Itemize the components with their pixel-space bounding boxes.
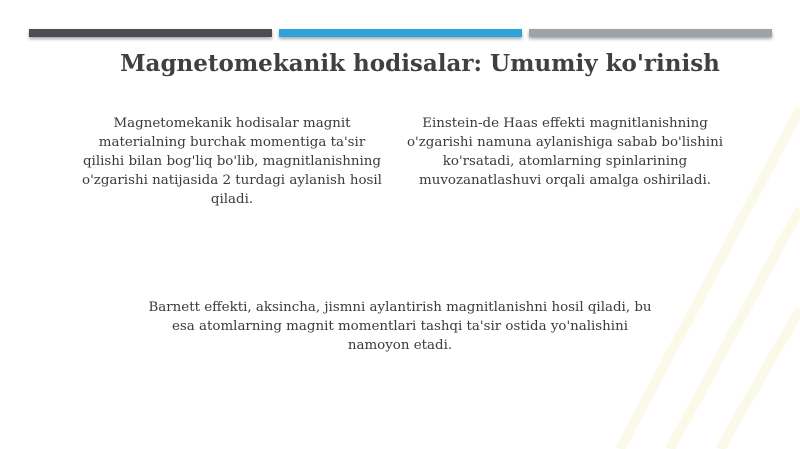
accent-bar-blue (279, 29, 522, 37)
paragraph-left: Magnetomekanik hodisalar magnit materialning burchak momentiga ta'sir qilishi bilan bog'liq bo'lib, magnitlanishning o'zgarishi natijasida 2 turdagi aylanish hosil qiladi. (82, 116, 382, 207)
paragraph-right: Einstein-de Haas effekti magnitlanishning o'zgarishi namuna aylanishiga sabab bo'lishini ko'rsatadi, atomlarning spinlarining muvozanatlashuvi orqali amalga oshiriladi. (407, 116, 723, 188)
accent-bar-gray (529, 29, 772, 37)
slide-title: Magnetomekanik hodisalar: Umumiy ko'rinish (120, 50, 720, 77)
accent-bar-dark (29, 29, 272, 37)
paragraph-bottom: Barnett effekti, aksincha, jismni aylantirish magnitlanishni hosil qiladi, bu esa atomlarning magnit momentlari tashqi ta'sir ostida yo'nalishini namoyon etadi. (148, 300, 652, 353)
